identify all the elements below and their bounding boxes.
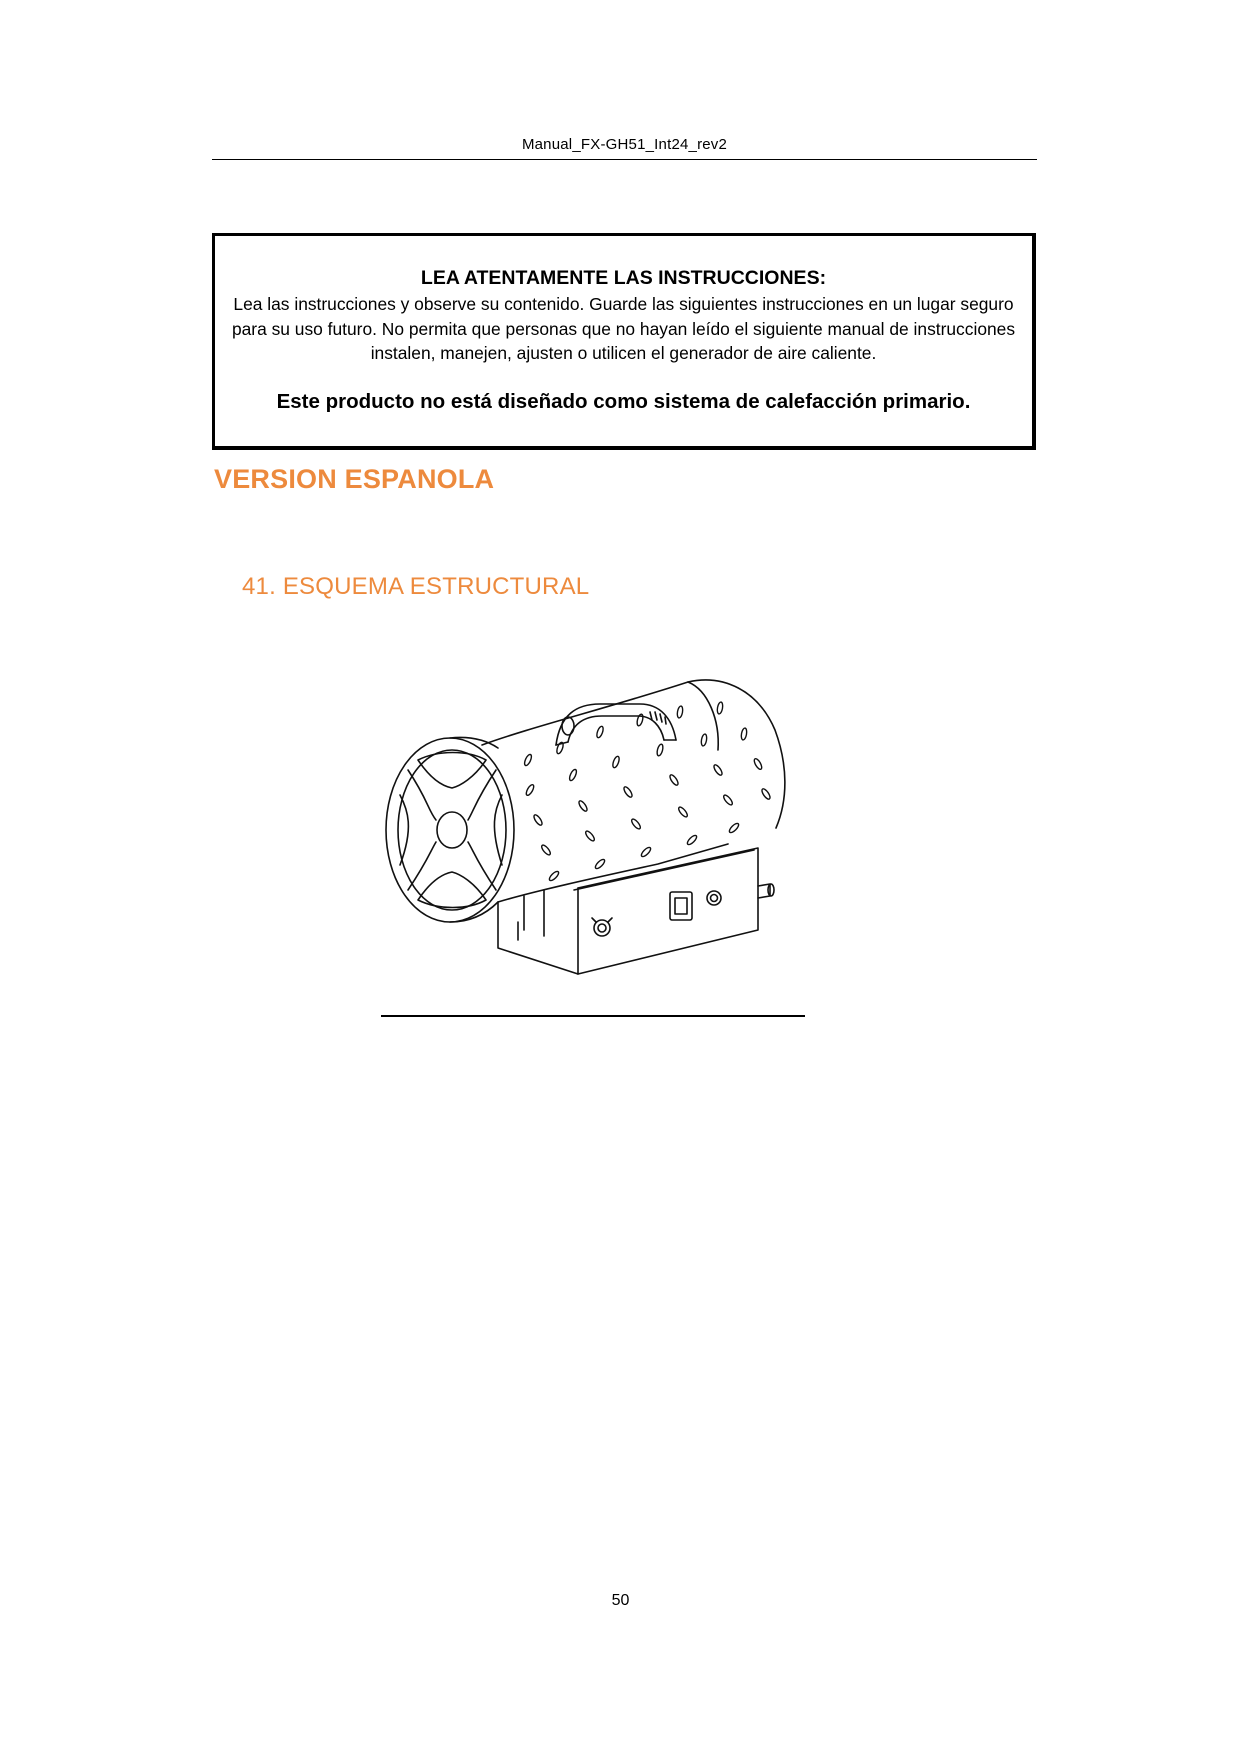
page-number: 50 [611, 1592, 630, 1609]
instructions-notice-box [212, 233, 1036, 450]
notice-warning: Este producto no está diseñado como sistema de calefacción primario. [276, 389, 971, 413]
notice-heading: LEA ATENTAMENTE LAS INSTRUCCIONES: [420, 267, 827, 289]
document-header: Manual_FX-GH51_Int24_rev2 [521, 136, 728, 153]
notice-body: Lea las instrucciones y observe su contenido. Guarde las siguientes instrucciones en un lugar seguro para su uso futuro. No permita que personas que no hayan leído el siguiente manual de instrucciones instalen, manejen, ajusten o utilicen el generador de aire caliente. [231, 294, 1016, 363]
section-title: VERSION ESPANOLA [214, 464, 495, 494]
subsection-title: 41. ESQUEMA ESTRUCTURAL [242, 573, 590, 600]
figure-underline [381, 1015, 805, 1017]
heater-illustration [378, 660, 838, 1020]
header-divider [212, 159, 1037, 160]
